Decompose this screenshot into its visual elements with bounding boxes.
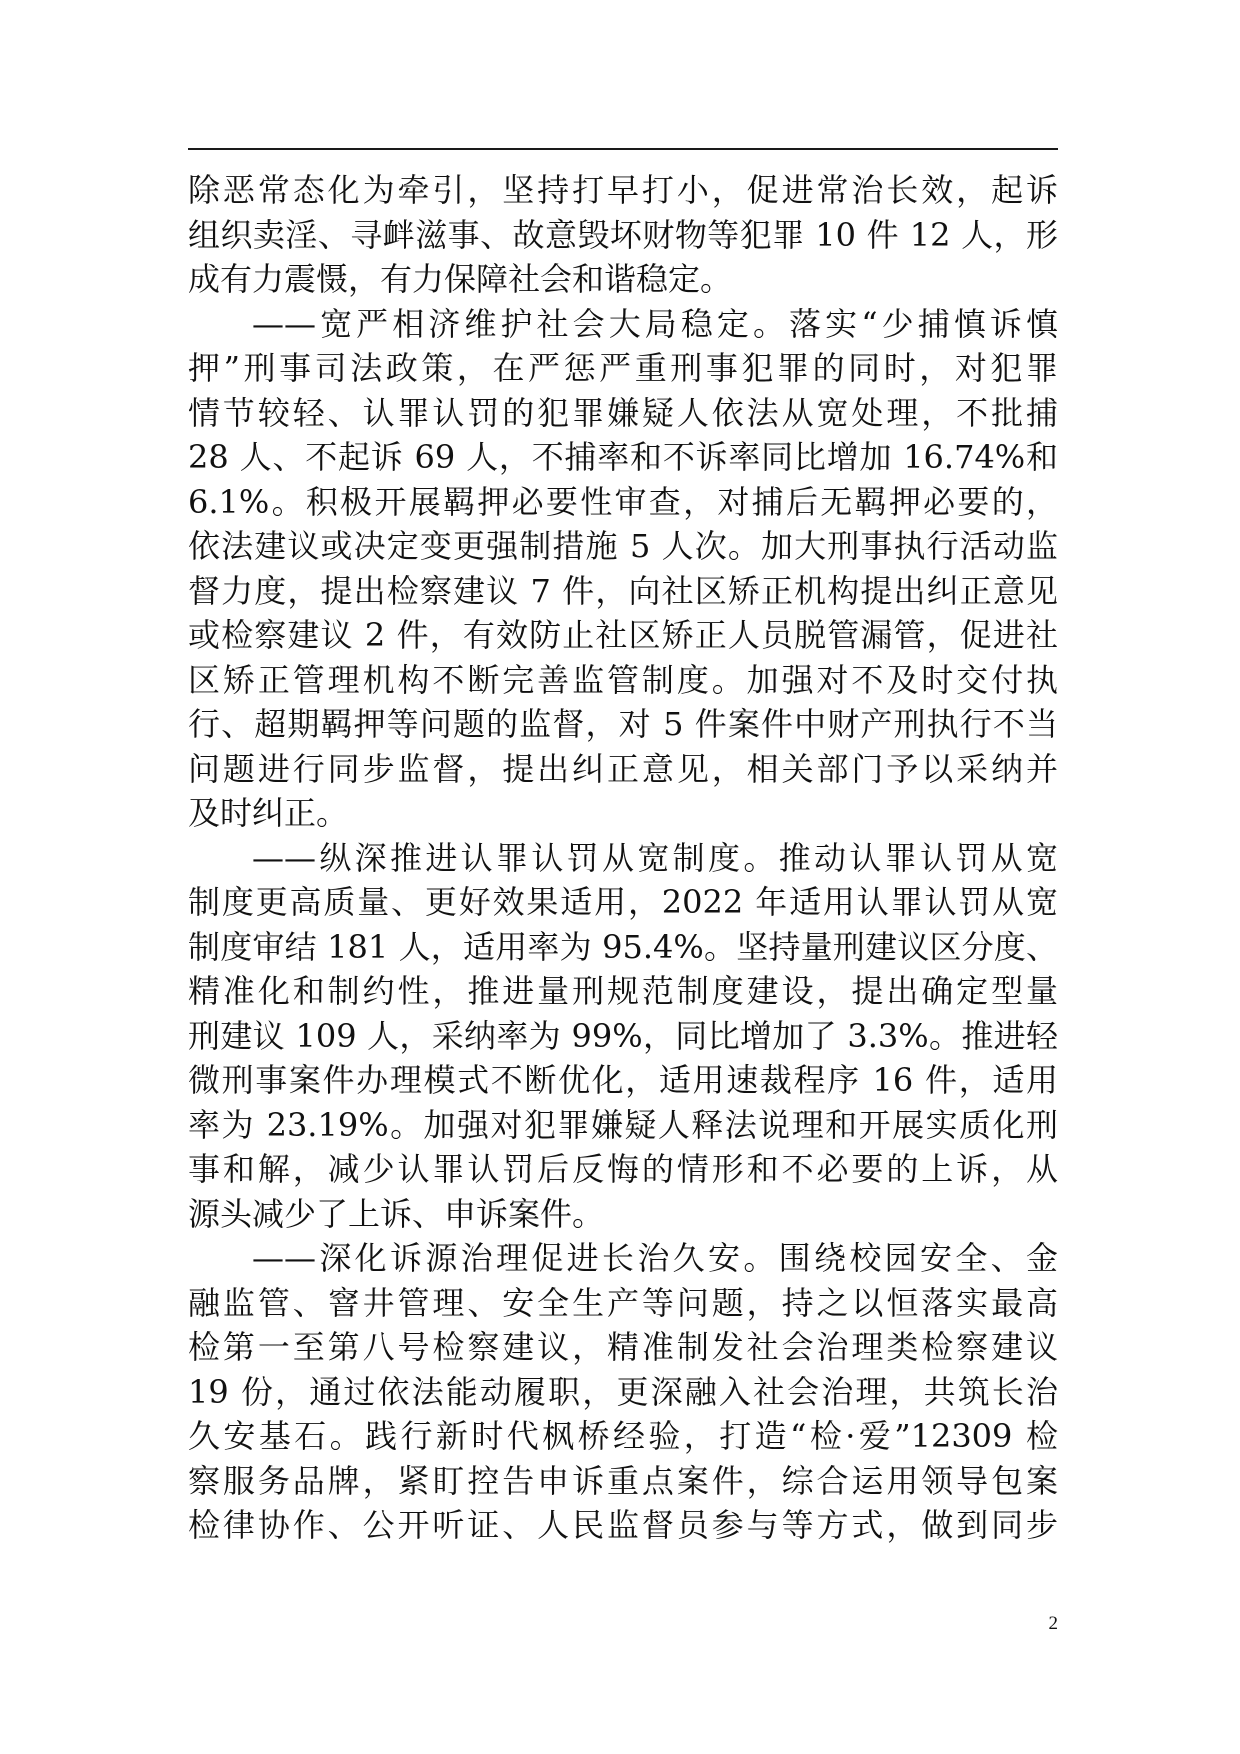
- text-line-11: 或检察建议 2 件，有效防止社区矫正人员脱管漏管，促进社: [188, 616, 1058, 654]
- text-line-19: 精准化和制约性，推进量刑规范制度建设，提出确定型量: [188, 972, 1058, 1010]
- section-heading-line-2: ——纵深推进认罪认罚从宽制度。推动认罪认罚从宽: [252, 838, 1058, 877]
- text-line-29: 久安基石。践行新时代枫桥经验，打造“检·爱”12309 检: [188, 1417, 1058, 1455]
- text-line-31: 检律协作、公开听证、人民监督员参与等方式，做到同步: [188, 1506, 1058, 1544]
- text-line-2: 组织卖淫、寻衅滋事、故意毁坏财物等犯罪 10 件 12 人，形: [188, 215, 1058, 254]
- text-line-12: 区矫正管理机构不断完善监管制度。加强对不及时交付执: [188, 660, 1058, 699]
- text-line-15: 及时纠正。: [188, 794, 349, 832]
- section-heading-line-1: ——宽严相济维护社会大局稳定。落实“少捕慎诉慎: [252, 304, 1058, 343]
- body-text: [188, 168, 1058, 1548]
- header-rule: [188, 148, 1058, 150]
- text-line-3: 成有力震慑，有力保障社会和谐稳定。: [188, 260, 733, 298]
- text-line-7: 28 人、不起诉 69 人，不捕率和不诉率同比增加 16.74%和: [188, 438, 1058, 476]
- section-heading-line-3: ——深化诉源治理促进长治久安。围绕校园安全、金: [252, 1239, 1058, 1277]
- text-line-10: 督力度，提出检察建议 7 件，向社区矫正机构提出纠正意见: [188, 571, 1058, 610]
- page-number: 2: [1048, 1613, 1058, 1634]
- text-line-5: 押”刑事司法政策，在严惩严重刑事犯罪的同时，对犯罪: [188, 349, 1058, 387]
- text-line-1: 除恶常态化为牵引，坚持打早打小，促进常治长效，起诉: [188, 171, 1058, 209]
- text-line-30: 察服务品牌，紧盯控告申诉重点案件，综合运用领导包案: [188, 1461, 1058, 1500]
- text-line-13: 行、超期羁押等问题的监督，对 5 件案件中财产刑执行不当: [188, 705, 1058, 743]
- text-line-22: 率为 23.19%。加强对犯罪嫌疑人释法说理和开展实质化刑: [188, 1105, 1058, 1144]
- text-line-9: 依法建议或决定变更强制措施 5 人次。加大刑事执行活动监: [188, 527, 1058, 565]
- text-line-8: 6.1%。积极开展羁押必要性审查，对捕后无羁押必要的，: [188, 482, 1058, 521]
- text-line-23: 事和解，减少认罪认罚后反悔的情形和不必要的上诉，从: [188, 1150, 1058, 1188]
- text-line-26: 融监管、窨井管理、安全生产等问题，持之以恒落实最高: [188, 1283, 1058, 1322]
- text-line-24: 源头减少了上诉、申诉案件。: [188, 1194, 605, 1233]
- text-line-21: 微刑事案件办理模式不断优化，适用速裁程序 16 件，适用: [188, 1061, 1058, 1099]
- text-line-17: 制度更高质量、更好效果适用，2022 年适用认罪认罚从宽: [188, 883, 1058, 921]
- text-line-27: 检第一至第八号检察建议，精准制发社会治理类检察建议: [188, 1328, 1058, 1366]
- text-line-20: 刑建议 109 人，采纳率为 99%，同比增加了 3.3%。推进轻: [188, 1016, 1058, 1055]
- text-line-6: 情节较轻、认罪认罚的犯罪嫌疑人依法从宽处理，不批捕: [188, 393, 1058, 432]
- text-line-28: 19 份，通过依法能动履职，更深融入社会治理，共筑长治: [188, 1372, 1058, 1411]
- text-line-18: 制度审结 181 人，适用率为 95.4%。坚持量刑建议区分度、: [188, 927, 1058, 966]
- text-line-14: 问题进行同步监督，提出纠正意见，相关部门予以采纳并: [188, 749, 1058, 788]
